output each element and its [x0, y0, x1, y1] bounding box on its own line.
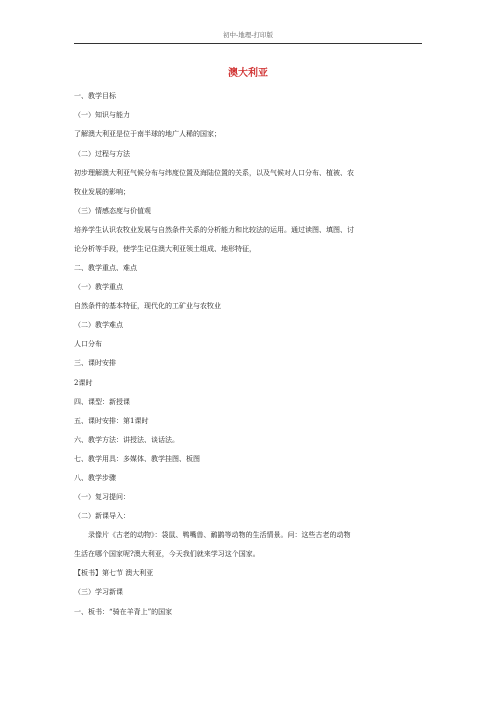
section-heading: 三、课时安排: [74, 359, 116, 367]
subsection-heading: （二）教学难点: [74, 321, 123, 329]
board-note: 【板书】第七节 澳大利亚: [74, 569, 154, 577]
body-text: 自然条件的基本特征，现代化的工矿业与农牧业: [74, 302, 221, 310]
subsection-heading: （一）复习提问：: [74, 493, 130, 501]
section-heading: 二、教学重点、难点: [74, 264, 137, 272]
body-text: 初步理解澳大利亚气候分布与纬度位置及海陆位置的关系，以及气候对人口分布、植被、农: [74, 169, 354, 177]
subsection-heading: （一）知识与能力: [74, 111, 130, 119]
section-heading: 四、课型：新授课: [74, 398, 130, 406]
section-heading: 一、教学目标: [74, 92, 116, 100]
body-text: 2课时: [74, 379, 93, 387]
subsection-heading: （二）新课导入：: [74, 512, 130, 520]
body-text: 论分析等手段，使学生记住澳大利亚领土组成、地形特征，: [74, 245, 256, 253]
header-divider: [74, 43, 422, 44]
page-header: 初中-地理-打印版: [223, 31, 273, 39]
document-title: 澳大利亚: [228, 68, 268, 79]
subsection-heading: （二）过程与方法: [74, 150, 130, 158]
subsection-heading: （一）教学重点: [74, 283, 123, 291]
body-text: 牧业发展的影响；: [74, 188, 130, 196]
section-heading: 八、教学步骤: [74, 474, 116, 482]
subsection-heading: （三）学习新课: [74, 588, 123, 596]
section-heading: 六、教学方法：讲授法、谈话法。: [74, 436, 179, 444]
body-text: 一、板书：“骑在羊背上”的国家: [74, 608, 173, 616]
section-heading: 七、教学用具：多媒体、教学挂图、板图: [74, 455, 200, 463]
body-text: 培养学生认识农牧业发展与自然条件关系的分析能力和比较法的运用。通过读图、填图、讨: [74, 226, 354, 234]
body-text: 人口分布: [74, 340, 102, 348]
section-heading: 五、课时安排：第1课时: [74, 417, 149, 425]
subsection-heading: （三）情感态度与价值观: [74, 207, 151, 215]
body-text: 了解澳大利亚是位于南半球的地广人稀的国家；: [74, 130, 221, 138]
body-text: 生活在哪个国家呢?澳大利亚，今天我们就来学习这个国家。: [74, 550, 260, 558]
body-text: 录像片《古老的动物》：袋鼠、鸭嘴兽、鸸鹋等动物的生活情景。问：这些古老的动物: [88, 531, 351, 539]
